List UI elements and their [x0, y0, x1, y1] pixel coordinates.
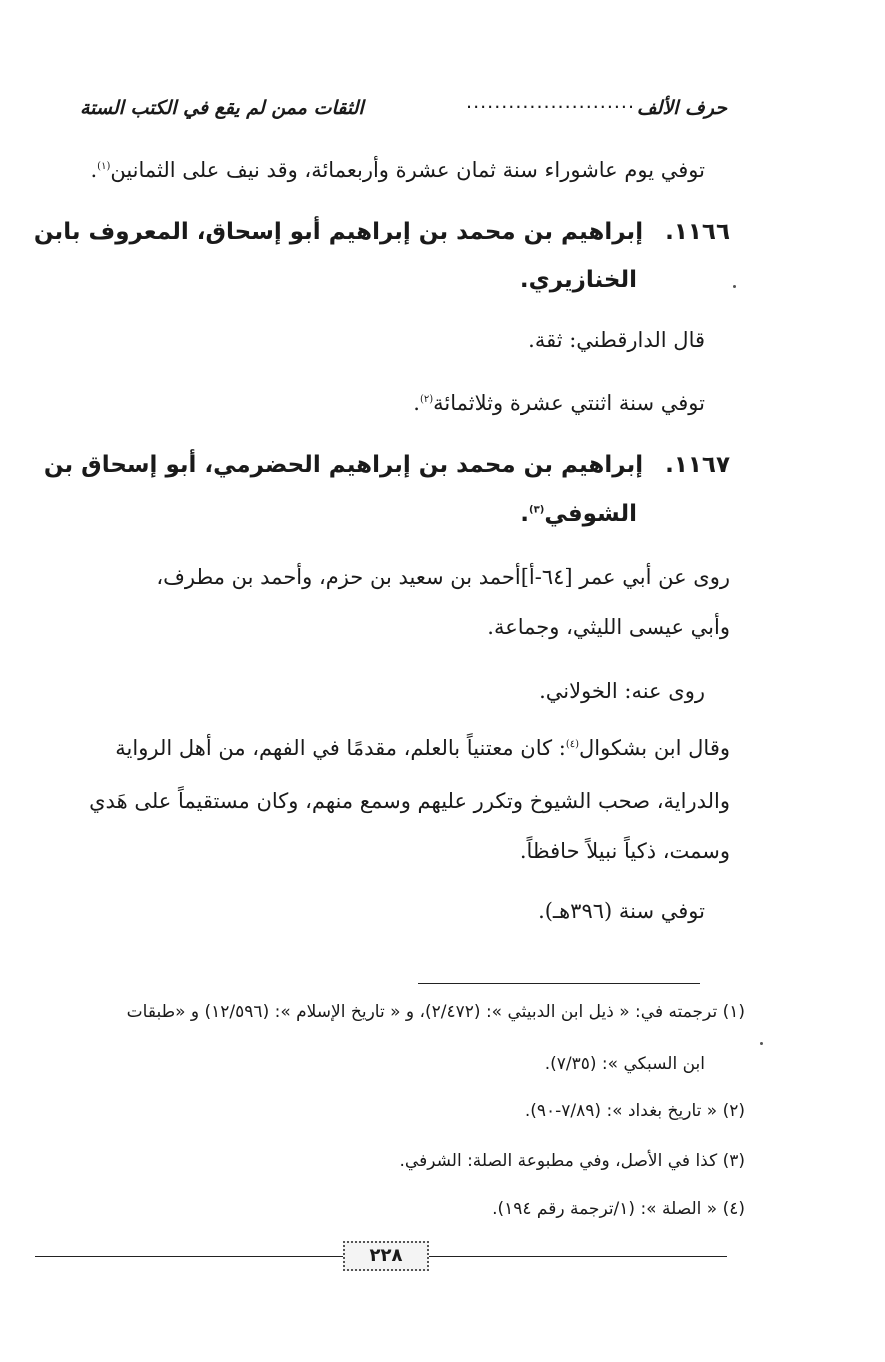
scan-speck [760, 1042, 763, 1045]
footnote [545, 1050, 705, 1078]
entry-heading [44, 448, 730, 482]
entry-heading [33, 215, 730, 249]
footnote-text: (٣) كذا في الأصل، وفي مطبوعة الصلة: الشرفي. [399, 1151, 745, 1171]
text-line: توفي سنة اثنتي عشرة وثلاثمائة$^{(٢)}$. [413, 391, 705, 415]
text-line [89, 786, 730, 816]
footnote-separator [418, 983, 700, 984]
text-run: توفي يوم عاشوراء سنة ثمان عشرة وأربعمائة، وقد نيف على الثمانين [110, 158, 705, 182]
text-run: توفي سنة اثنتي عشرة وثلاثمائة [433, 391, 705, 415]
text-line [539, 676, 705, 706]
text-line [115, 733, 730, 763]
entry-name: إبراهيم بن محمد بن إبراهيم أبو إسحاق، المعروف بابن [33, 219, 644, 245]
entry-name: إبراهيم بن محمد بن إبراهيم الحضرمي، أبو إسحاق بن [43, 452, 644, 478]
text-line [528, 325, 705, 355]
text-line [538, 896, 705, 926]
text-run: وقال ابن بشكوال [579, 736, 730, 760]
entry-heading-continued: الشوفي$^{(٣)}$. [520, 501, 637, 527]
footnote-ref: (٢) [419, 394, 434, 405]
footnote-ref: (٤) [565, 739, 580, 750]
footer-rule-right [429, 1256, 727, 1257]
header-book-title: الثقات ممن لم يقع في الكتب الستة [80, 97, 364, 119]
text-line [156, 562, 730, 592]
footnote-text: (٤) « الصلة »: (١/ترجمة رقم ١٩٤). [492, 1199, 745, 1219]
entry-name: الشوفي [544, 501, 637, 527]
text-run: : كان معتنياً بالعلم، مقدمًا في الفهم، من أهل الرواية [115, 736, 566, 760]
footnote-ref: (١) [97, 161, 111, 172]
footer-rule-left [35, 1256, 343, 1257]
text-run: روى عن أبي عمر [٦٤-أ]أحمد بن سعيد بن حزم، وأحمد بن مطرف، [156, 565, 730, 589]
text-run: والدراية، صحب الشيوخ وتكرر عليهم وسمع منهم، وكان مستقيماً على هَدي [89, 789, 730, 813]
entry-heading-continued [520, 263, 637, 297]
entry-number: ١١٦٦. [665, 219, 730, 245]
entry-name: الخنازيري. [519, 267, 637, 293]
footnote [127, 998, 745, 1026]
footnote-text: (٢) « تاريخ بغداد »: (٧/٨٩-٩٠). [524, 1101, 745, 1121]
footnote [525, 1097, 745, 1125]
entry-number: ١١٦٧. [665, 452, 730, 478]
footnote [492, 1195, 745, 1223]
text-run: وسمت، ذكياً نبيلاً حافظاً. [519, 839, 730, 863]
text-line [520, 836, 730, 866]
footnote [400, 1147, 745, 1175]
footnote-text: ابن السبكي »: (٧/٣٥). [544, 1054, 705, 1074]
header-section: حرف الألف [636, 97, 727, 119]
scan-speck [733, 285, 736, 288]
text-run: توفي سنة (٣٩٦هـ). [538, 899, 705, 923]
text-run: روى عنه: الخولاني. [539, 679, 705, 703]
text-line: توفي يوم عاشوراء سنة ثمان عشرة وأربعمائة، وقد نيف على الثمانين$^{(١)}$. [90, 158, 705, 182]
text-run: قال الدارقطني: ثقة. [528, 328, 705, 352]
running-header [80, 92, 727, 124]
text-line [487, 612, 730, 642]
footnote-ref: (٣) [529, 504, 545, 516]
header-dots: ........................ [466, 91, 635, 113]
footnote-text: (١) ترجمته في: « ذيل ابن الدبيثي »: (٢/٤٧٢)، و « تاريخ الإسلام »: (١٢/٥٩٦) و «طبقات [126, 1002, 745, 1022]
page-number: ٢٢٨ [343, 1241, 429, 1271]
text-run: وأبي عيسى الليثي، وجماعة. [487, 615, 730, 639]
